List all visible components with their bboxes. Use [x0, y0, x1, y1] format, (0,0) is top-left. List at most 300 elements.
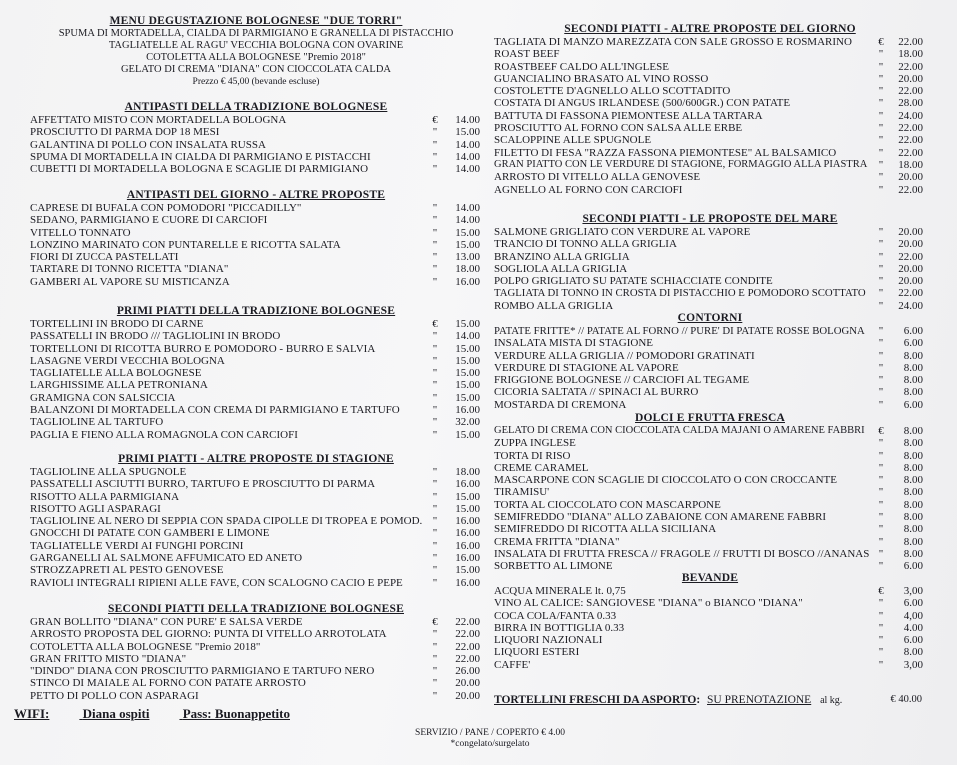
item-price: 8.00 — [903, 374, 923, 387]
menu-section — [494, 411, 926, 573]
currency-mark: " — [432, 342, 438, 355]
menu-section — [494, 571, 926, 671]
currency-mark: " — [878, 374, 884, 387]
item-price: 22.00 — [898, 85, 923, 98]
item-price: 24.00 — [898, 299, 923, 312]
item-price: 8.00 — [903, 486, 923, 499]
currency-mark: " — [878, 122, 884, 135]
menu-section — [494, 22, 926, 196]
currency-mark: " — [878, 449, 884, 462]
item-price: 15.00 — [455, 318, 480, 330]
menu-item — [30, 540, 482, 552]
item-price: 14.00 — [455, 163, 480, 176]
page-footer — [300, 728, 680, 750]
currency-mark: " — [878, 621, 884, 634]
currency-mark: " — [878, 535, 884, 548]
section-title: SECONDI PIATTI - LE PROPOSTE DEL MARE — [582, 213, 838, 225]
currency-mark: " — [878, 72, 884, 85]
menu-item — [494, 585, 926, 597]
currency-mark: " — [878, 474, 884, 487]
currency-mark: " — [432, 428, 438, 441]
menu-item — [494, 646, 926, 658]
currency-mark: € — [878, 585, 884, 597]
currency-mark: " — [432, 478, 438, 491]
item-name: GELATO DI CREMA CON CIOCCOLATA CALDA MAJANI O AMARENE FABBRI — [494, 425, 865, 436]
menu-item — [494, 85, 926, 97]
takeaway-unit: al kg. — [820, 695, 843, 706]
menu-item — [30, 628, 482, 640]
section-title: ANTIPASTI DEL GIORNO - ALTRE PROPOSTE — [126, 189, 386, 201]
currency-mark: " — [878, 547, 884, 560]
item-name: ARROSTO PROPOSTA DEL GIORNO: PUNTA DI VITELLO ARROTOLATA — [30, 628, 387, 641]
menu-item — [30, 163, 482, 175]
item-price: 22.00 — [898, 146, 923, 159]
item-name: TARTARE DI TONNO RICETTA "DIANA" — [30, 263, 229, 276]
item-price: 8.00 — [903, 498, 923, 511]
item-price: 8.00 — [903, 646, 923, 659]
menu-item — [30, 330, 482, 342]
item-name: RAVIOLI INTEGRALI RIPIENI ALLE FAVE, CON SCALOGNO CACIO E PEPE — [30, 576, 403, 589]
item-name: SORBETTO AL LIMONE — [494, 560, 613, 573]
menu-item — [494, 251, 926, 263]
currency-mark: € — [878, 425, 884, 437]
menu-item — [494, 337, 926, 349]
item-name: FRIGGIONE BOLOGNESE // CARCIOFI AL TEGAME — [494, 374, 750, 387]
menu-item — [30, 515, 482, 527]
currency-mark: " — [878, 560, 884, 573]
currency-mark: " — [878, 337, 884, 350]
item-price: 22.00 — [898, 287, 923, 300]
tasting-menu-title: MENU DEGUSTAZIONE BOLOGNESE "DUE TORRI" — [109, 15, 403, 27]
item-price: 6.00 — [903, 325, 923, 337]
item-name: LASAGNE VERDI VECCHIA BOLOGNA — [30, 354, 225, 367]
item-name: MOSTARDA DI CREMONA — [494, 398, 627, 411]
item-price: 8.00 — [903, 349, 923, 362]
menu-item — [494, 610, 926, 622]
currency-mark: " — [432, 552, 438, 565]
currency-mark: " — [432, 354, 438, 367]
currency-mark: " — [878, 158, 884, 171]
item-name: COSTOLETTE D'AGNELLO ALLO SCOTTADITO — [494, 85, 731, 98]
item-name: PAGLIA E FIENO ALLA ROMAGNOLA CON CARCIOFI — [30, 428, 298, 441]
menu-item — [494, 61, 926, 73]
currency-mark: " — [432, 275, 438, 288]
item-price: 8.00 — [903, 449, 923, 462]
menu-item — [30, 139, 482, 151]
menu-item — [30, 564, 482, 576]
currency-mark: " — [432, 138, 438, 151]
currency-mark: " — [878, 97, 884, 110]
item-price: 14.00 — [455, 138, 480, 151]
item-price: 26.00 — [455, 665, 480, 678]
item-price: 15.00 — [455, 367, 480, 380]
wifi-password: Pass: Buonappetito — [182, 706, 290, 721]
item-price: 20.00 — [898, 262, 923, 275]
item-price: 6.00 — [903, 597, 923, 610]
item-name: SPUMA DI MORTADELLA IN CIALDA DI PARMIGIANO E PISTACCHI — [30, 150, 371, 163]
item-price: 14.00 — [455, 150, 480, 163]
item-name: GRAMIGNA CON SALSICCIA — [30, 391, 176, 404]
item-name: PETTO DI POLLO CON ASPARAGI — [30, 689, 199, 702]
menu-item — [30, 251, 482, 263]
menu-item — [494, 536, 926, 548]
currency-mark: " — [878, 523, 884, 536]
menu-item — [494, 499, 926, 511]
item-name: BRANZINO ALLA GRIGLIA — [494, 250, 630, 263]
currency-mark: " — [432, 404, 438, 417]
menu-item — [494, 474, 926, 486]
tasting-menu-line: SPUMA DI MORTADELLA, CIALDA DI PARMIGIANO E GRANELLA DI PISTACCHIO — [58, 28, 454, 39]
item-name: STINCO DI MAIALE AL FORNO CON PATATE ARROSTO — [30, 677, 306, 690]
item-name: FILETTO DI FESA "RAZZA FASSONA PIEMONTESE" AL BALSAMICO — [494, 146, 837, 159]
takeaway-price: € 40.00 — [890, 694, 922, 705]
menu-item — [494, 437, 926, 449]
item-price: 14.00 — [455, 214, 480, 227]
currency-mark: " — [432, 539, 438, 552]
item-name: ZUPPA INGLESE — [494, 437, 576, 450]
menu-item — [494, 147, 926, 159]
menu-item — [30, 503, 482, 515]
item-name: CICORIA SALTATA // SPINACI AL BURRO — [494, 386, 699, 399]
item-price: 28.00 — [898, 97, 923, 110]
menu-item — [30, 491, 482, 503]
currency-mark: " — [878, 238, 884, 251]
item-name: AGNELLO AL FORNO CON CARCIOFI — [494, 183, 683, 196]
menu-item — [30, 355, 482, 367]
item-price: 15.00 — [455, 428, 480, 441]
item-name: CAFFE' — [494, 658, 531, 671]
item-name: TAGLIATELLE VERDI AI FUNGHI PORCINI — [30, 539, 244, 552]
item-name: VINO AL CALICE: SANGIOVESE "DIANA" o BIANCO "DIANA" — [494, 597, 803, 610]
item-name: GNOCCHI DI PATATE CON GAMBERI E LIMONE — [30, 527, 270, 540]
menu-item — [494, 386, 926, 398]
item-price: 22.00 — [455, 628, 480, 641]
item-name: TAGLIATELLE ALLA BOLOGNESE — [30, 367, 202, 380]
menu-item — [30, 616, 482, 628]
currency-mark: " — [878, 511, 884, 524]
section-title: PRIMI PIATTI DELLA TRADIZIONE BOLOGNESE — [116, 305, 396, 317]
item-price: 13.00 — [455, 251, 480, 264]
currency-mark: " — [878, 386, 884, 399]
currency-mark: " — [432, 466, 438, 478]
item-price: 20.00 — [455, 677, 480, 690]
item-name: MASCARPONE CON SCAGLIE DI CIOCCOLATO O CON CROCCANTE — [494, 474, 837, 487]
item-name: CREME CARAMEL — [494, 461, 589, 474]
menu-item — [494, 634, 926, 646]
menu-item — [30, 577, 482, 589]
item-name: SOGLIOLA ALLA GRIGLIA — [494, 262, 628, 275]
currency-mark: " — [432, 576, 438, 589]
item-name: TAGLIOLINE AL NERO DI SEPPIA CON SPADA CIPOLLE DI TROPEA E POMOD. — [30, 515, 423, 528]
item-name: GALANTINA DI POLLO CON INSALATA RUSSA — [30, 138, 266, 151]
wifi-info — [14, 706, 320, 722]
item-name: VERDURE DI STAGIONE AL VAPORE — [494, 361, 679, 374]
currency-mark: " — [432, 689, 438, 702]
item-name: ROAST BEEF — [494, 48, 560, 61]
currency-mark: " — [432, 238, 438, 251]
item-price: 18.00 — [455, 466, 480, 478]
currency-mark: " — [878, 171, 884, 184]
item-name: SEMIFREDDO "DIANA" ALLO ZABAIONE CON AMARENE FABBRI — [494, 511, 827, 524]
currency-mark: " — [432, 330, 438, 343]
currency-mark: " — [432, 263, 438, 276]
item-name: SCALOPPINE ALLE SPUGNOLE — [494, 134, 652, 147]
item-price: 15.00 — [455, 342, 480, 355]
item-name: TRANCIO DI TONNO ALLA GRIGLIA — [494, 238, 677, 251]
menu-item — [30, 392, 482, 404]
item-price: 8.00 — [903, 361, 923, 374]
menu-item — [30, 379, 482, 391]
menu-item — [494, 350, 926, 362]
menu-item — [30, 151, 482, 163]
menu-item — [30, 416, 482, 428]
currency-mark: " — [432, 391, 438, 404]
item-name: "DINDO" DIANA CON PROSCIUTTO PARMIGIANO E TARTUFO NERO — [30, 665, 375, 678]
item-name: COSTATA DI ANGUS IRLANDESE (500/600GR.) CON PATATE — [494, 97, 791, 110]
menu-item — [30, 239, 482, 251]
item-price: 15.00 — [455, 490, 480, 503]
menu-item — [30, 367, 482, 379]
frozen-note: *congelato/surgelato — [450, 739, 530, 749]
menu-item — [494, 184, 926, 196]
menu-section — [30, 304, 482, 441]
menu-item — [494, 486, 926, 498]
item-price: 8.00 — [903, 461, 923, 474]
item-price: 8.00 — [903, 386, 923, 399]
menu-item — [494, 226, 926, 238]
menu-item — [494, 48, 926, 60]
item-price: 4,00 — [903, 609, 923, 622]
menu-item — [494, 287, 926, 299]
menu-item — [494, 374, 926, 386]
menu-item — [30, 677, 482, 689]
currency-mark: " — [878, 287, 884, 300]
item-price: 15.00 — [455, 226, 480, 239]
currency-mark: " — [878, 597, 884, 610]
menu-item — [494, 171, 926, 183]
item-name: TAGLIOLINE AL TARTUFO — [30, 416, 164, 429]
currency-mark: " — [878, 325, 884, 337]
currency-mark: " — [878, 299, 884, 312]
item-name: VITELLO TONNATO — [30, 226, 131, 239]
item-price: 15.00 — [455, 238, 480, 251]
tasting-menu-header — [30, 14, 482, 88]
menu-item — [494, 134, 926, 146]
menu-section — [30, 452, 482, 589]
item-price: 14.00 — [455, 330, 480, 343]
item-name: BATTUTA DI FASSONA PIEMONTESE ALLA TARTARA — [494, 109, 763, 122]
item-name: TORTA AL CIOCCOLATO CON MASCARPONE — [494, 498, 721, 511]
item-price: 20.00 — [898, 238, 923, 251]
menu-section — [30, 602, 482, 702]
menu-item — [494, 122, 926, 134]
takeaway-label: TORTELLINI FRESCHI DA ASPORTO — [494, 694, 697, 706]
currency-mark: " — [432, 640, 438, 653]
item-price: 8.00 — [903, 535, 923, 548]
item-name: INSALATA DI FRUTTA FRESCA // FRAGOLE // FRUTTI DI BOSCO //ANANAS — [494, 547, 870, 560]
currency-mark: " — [878, 634, 884, 647]
currency-mark: " — [432, 202, 438, 214]
item-price: 8.00 — [903, 474, 923, 487]
currency-mark: " — [432, 126, 438, 139]
item-price: 15.00 — [455, 126, 480, 139]
item-name: FIORI DI ZUCCA PASTELLATI — [30, 251, 179, 264]
item-name: LIQUORI NAZIONALI — [494, 634, 603, 647]
currency-mark: " — [432, 251, 438, 264]
currency-mark: " — [878, 109, 884, 122]
item-price: 15.00 — [455, 564, 480, 577]
currency-mark: " — [878, 609, 884, 622]
currency-mark: " — [432, 226, 438, 239]
item-price: 15.00 — [455, 391, 480, 404]
takeaway-note: SU PRENOTAZIONE — [707, 694, 812, 706]
currency-mark: " — [432, 515, 438, 528]
takeaway-notice — [494, 694, 926, 706]
menu-item — [30, 276, 482, 288]
currency-mark: " — [878, 250, 884, 263]
item-name: GARGANELLI AL SALMONE AFFUMICATO ED ANETO — [30, 552, 303, 565]
item-price: 6.00 — [903, 337, 923, 350]
item-name: ARROSTO DI VITELLO ALLA GENOVESE — [494, 171, 701, 184]
item-name: ACQUA MINERALE lt. 0,75 — [494, 585, 626, 597]
menu-item — [30, 690, 482, 702]
item-name: VERDURE ALLA GRIGLIA // POMODORI GRATINATI — [494, 349, 755, 362]
currency-mark: € — [878, 36, 884, 48]
currency-mark: " — [878, 146, 884, 159]
item-price: 20.00 — [898, 275, 923, 288]
item-price: 22.00 — [898, 183, 923, 196]
item-price: 16.00 — [455, 527, 480, 540]
item-price: 22.00 — [898, 250, 923, 263]
item-name: TAGLIATA DI TONNO IN CROSTA DI PISTACCHIO E POMODORO SCOTTATO — [494, 287, 866, 300]
tasting-menu-line: TAGLIATELLE AL RAGU' VECCHIA BOLOGNA CON OVARINE — [108, 40, 404, 51]
currency-mark: " — [432, 379, 438, 392]
currency-mark: " — [432, 163, 438, 176]
item-price: 24.00 — [898, 109, 923, 122]
takeaway-separator: : — [696, 694, 701, 706]
currency-mark: " — [878, 658, 884, 671]
item-name: CUBETTI DI MORTADELLA BOLOGNA E SCAGLIE DI PARMIGIANO — [30, 163, 369, 176]
menu-item — [494, 597, 926, 609]
tasting-menu-line: COTOLETTA ALLA BOLOGNESE "Premio 2018" — [146, 52, 366, 63]
menu-item — [30, 214, 482, 226]
menu-section — [494, 311, 926, 411]
currency-mark: " — [878, 85, 884, 98]
currency-mark: " — [878, 48, 884, 61]
currency-mark: " — [878, 398, 884, 411]
menu-item — [494, 159, 926, 171]
item-name: GAMBERI AL VAPORE SU MISTICANZA — [30, 275, 230, 288]
menu-section — [30, 100, 482, 175]
currency-mark: " — [432, 490, 438, 503]
section-title: CONTORNI — [677, 312, 743, 324]
currency-mark: " — [432, 677, 438, 690]
section-title: SECONDI PIATTI - ALTRE PROPOSTE DEL GIORNO — [564, 23, 856, 35]
item-name: LIQUORI ESTERI — [494, 646, 580, 659]
item-name: PASSATELLI ASCIUTTI BURRO, TARTUFO E PROSCIUTTO DI PARMA — [30, 478, 376, 491]
currency-mark: " — [878, 461, 884, 474]
item-name: GRAN BOLLITO "DIANA" CON PURE' E SALSA VERDE — [30, 616, 303, 628]
menu-item — [30, 126, 482, 138]
menu-item — [494, 622, 926, 634]
item-price: 16.00 — [455, 576, 480, 589]
item-price: 16.00 — [455, 478, 480, 491]
section-title: PRIMI PIATTI - ALTRE PROPOSTE DI STAGIONE — [118, 453, 394, 465]
menu-item — [494, 399, 926, 411]
item-price: 32.00 — [455, 416, 480, 429]
item-price: 22.00 — [898, 122, 923, 135]
currency-mark: " — [878, 646, 884, 659]
menu-item — [30, 404, 482, 416]
currency-mark: " — [878, 134, 884, 147]
currency-mark: " — [878, 486, 884, 499]
item-name: CREMA FRITTA "DIANA" — [494, 535, 620, 548]
currency-mark: " — [432, 527, 438, 540]
currency-mark: € — [432, 318, 438, 330]
currency-mark: " — [878, 498, 884, 511]
item-name: ROMBO ALLA GRIGLIA — [494, 299, 614, 312]
currency-mark: " — [878, 183, 884, 196]
item-price: 14.00 — [455, 114, 480, 126]
menu-item — [494, 362, 926, 374]
currency-mark: " — [432, 416, 438, 429]
item-name: TAGLIOLINE ALLA SPUGNOLE — [30, 466, 187, 478]
menu-item — [30, 343, 482, 355]
service-charge: SERVIZIO / PANE / COPERTO € 4.00 — [415, 728, 565, 738]
menu-item — [494, 425, 926, 437]
currency-mark: " — [878, 262, 884, 275]
item-price: 3,00 — [903, 585, 923, 597]
menu-item — [30, 429, 482, 441]
menu-item — [30, 653, 482, 665]
item-price: 8.00 — [903, 511, 923, 524]
menu-item — [494, 97, 926, 109]
item-price: 18.00 — [898, 158, 923, 171]
item-name: RISOTTO ALLA PARMIGIANA — [30, 490, 180, 503]
item-name: AFFETTATO MISTO CON MORTADELLA BOLOGNA — [30, 114, 287, 126]
item-name: GRAN FRITTO MISTO "DIANA" — [30, 652, 187, 665]
item-price: 20.00 — [455, 689, 480, 702]
item-name: RISOTTO AGLI ASPARAGI — [30, 502, 161, 515]
currency-mark: " — [878, 226, 884, 238]
menu-section — [30, 188, 482, 288]
item-price: 15.00 — [455, 379, 480, 392]
item-price: 6.00 — [903, 398, 923, 411]
menu-item — [30, 227, 482, 239]
item-price: 22.00 — [898, 36, 923, 48]
menu-item — [30, 263, 482, 275]
menu-item — [494, 36, 926, 48]
item-name: GUANCIALINO BRASATO AL VINO ROSSO — [494, 72, 709, 85]
menu-item — [494, 325, 926, 337]
item-price: 15.00 — [455, 354, 480, 367]
item-name: SEMIFREDDO DI RICOTTA ALLA SICILIANA — [494, 523, 717, 536]
item-price: 16.00 — [455, 539, 480, 552]
menu-item — [30, 202, 482, 214]
currency-mark: " — [878, 275, 884, 288]
menu-item — [494, 523, 926, 535]
item-price: 20.00 — [898, 171, 923, 184]
item-name: TAGLIATA DI MANZO MAREZZATA CON SALE GROSSO E ROSMARINO — [494, 36, 852, 48]
currency-mark: " — [878, 437, 884, 450]
menu-item — [494, 238, 926, 250]
item-name: TORTA DI RISO — [494, 449, 571, 462]
item-name: TORTELLINI IN BRODO DI CARNE — [30, 318, 204, 330]
item-name: CAPRESE DI BUFALA CON POMODORI "PICCADILLY" — [30, 202, 302, 214]
currency-mark: € — [432, 114, 438, 126]
item-price: 18.00 — [898, 48, 923, 61]
item-price: 8.00 — [903, 523, 923, 536]
